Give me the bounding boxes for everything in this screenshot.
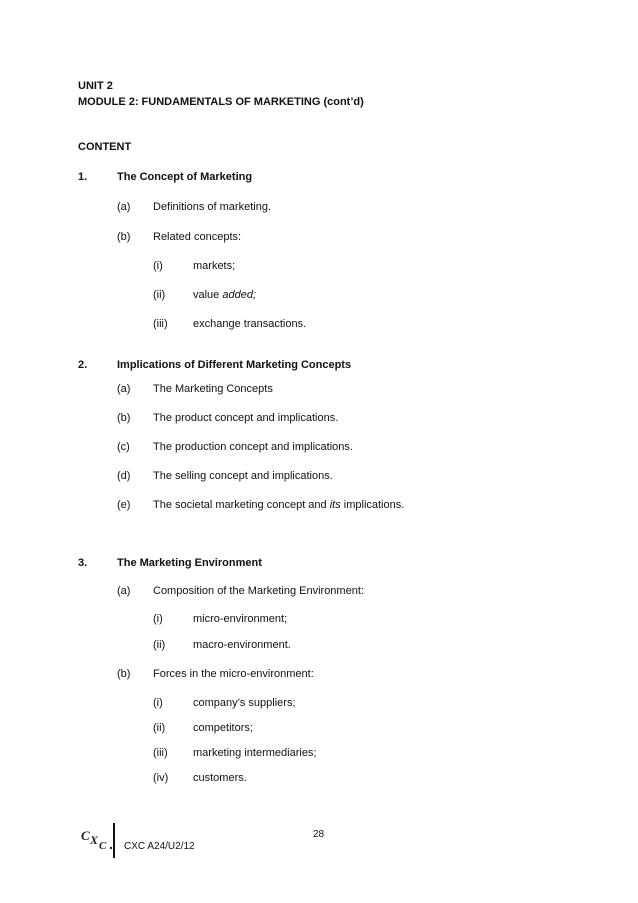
svg-text:C: C [81, 828, 90, 843]
unit-title: UNIT 2 [78, 80, 113, 92]
section-number: 3. [78, 557, 88, 569]
item-text: Related concepts: [153, 231, 242, 243]
item-text: The selling concept and implications. [153, 470, 333, 482]
subitem-label: (ii) [153, 289, 166, 301]
footer-divider [113, 823, 115, 858]
subitem-text-plain: value [193, 289, 223, 301]
cxc-logo [80, 826, 114, 852]
item-text: The production concept and implications. [153, 441, 353, 453]
item-text: The Marketing Concepts [153, 383, 273, 395]
item-text: The product concept and implications. [153, 412, 339, 424]
subitem-text: markets; [193, 260, 236, 272]
subitem-text-italic: added; [222, 289, 257, 301]
subitem-label: (i) [153, 613, 163, 625]
item-text-italic: its [329, 499, 341, 511]
item-label: (c) [117, 441, 130, 453]
item-label: (e) [117, 499, 131, 511]
page-number: 28 [313, 829, 325, 840]
item-label: (a) [117, 201, 131, 213]
subitem-text: company’s suppliers; [193, 697, 296, 709]
subitem-label: (iv) [153, 772, 169, 784]
subitem-label: (i) [153, 697, 163, 709]
subitem-text: macro-environment. [193, 639, 291, 651]
document-code: CXC A24/U2/12 [124, 841, 195, 852]
module-title: MODULE 2: FUNDAMENTALS OF MARKETING (cont’d) [78, 96, 364, 108]
section-title: The Marketing Environment [117, 557, 262, 569]
item-text: Forces in the micro-environment: [153, 668, 314, 680]
item-text: Definitions of marketing. [153, 201, 271, 213]
item-text-after: implications. [340, 499, 405, 511]
item-label: (a) [117, 585, 131, 597]
subitem-text: exchange transactions. [193, 318, 307, 330]
item-label: (a) [117, 383, 131, 395]
svg-text:C: C [99, 840, 107, 852]
subitem-label: (ii) [153, 639, 166, 651]
subitem-label: (iii) [153, 747, 168, 759]
item-label: (b) [117, 231, 131, 243]
section-title: The Concept of Marketing [117, 171, 253, 183]
subitem-label: (ii) [153, 722, 166, 734]
section-title: Implications of Different Marketing Concepts [117, 359, 352, 371]
subitem-text [193, 289, 256, 301]
item-label: (b) [117, 668, 131, 680]
subitem-text: competitors; [193, 722, 253, 734]
svg-text:X: X [90, 833, 99, 847]
subitem-label: (iii) [153, 318, 168, 330]
section-number: 1. [78, 171, 88, 183]
item-label: (d) [117, 470, 131, 482]
content-heading: CONTENT [78, 141, 132, 153]
subitem-text: marketing intermediaries; [193, 747, 317, 759]
item-label: (b) [117, 412, 131, 424]
item-text-before: The societal marketing concept and [153, 499, 330, 511]
section-number: 2. [78, 359, 88, 371]
subitem-label: (i) [153, 260, 163, 272]
item-text [153, 499, 404, 511]
item-text: Composition of the Marketing Environment: [153, 585, 364, 597]
subitem-text: customers. [193, 772, 247, 784]
subitem-text: micro-environment; [193, 613, 288, 625]
